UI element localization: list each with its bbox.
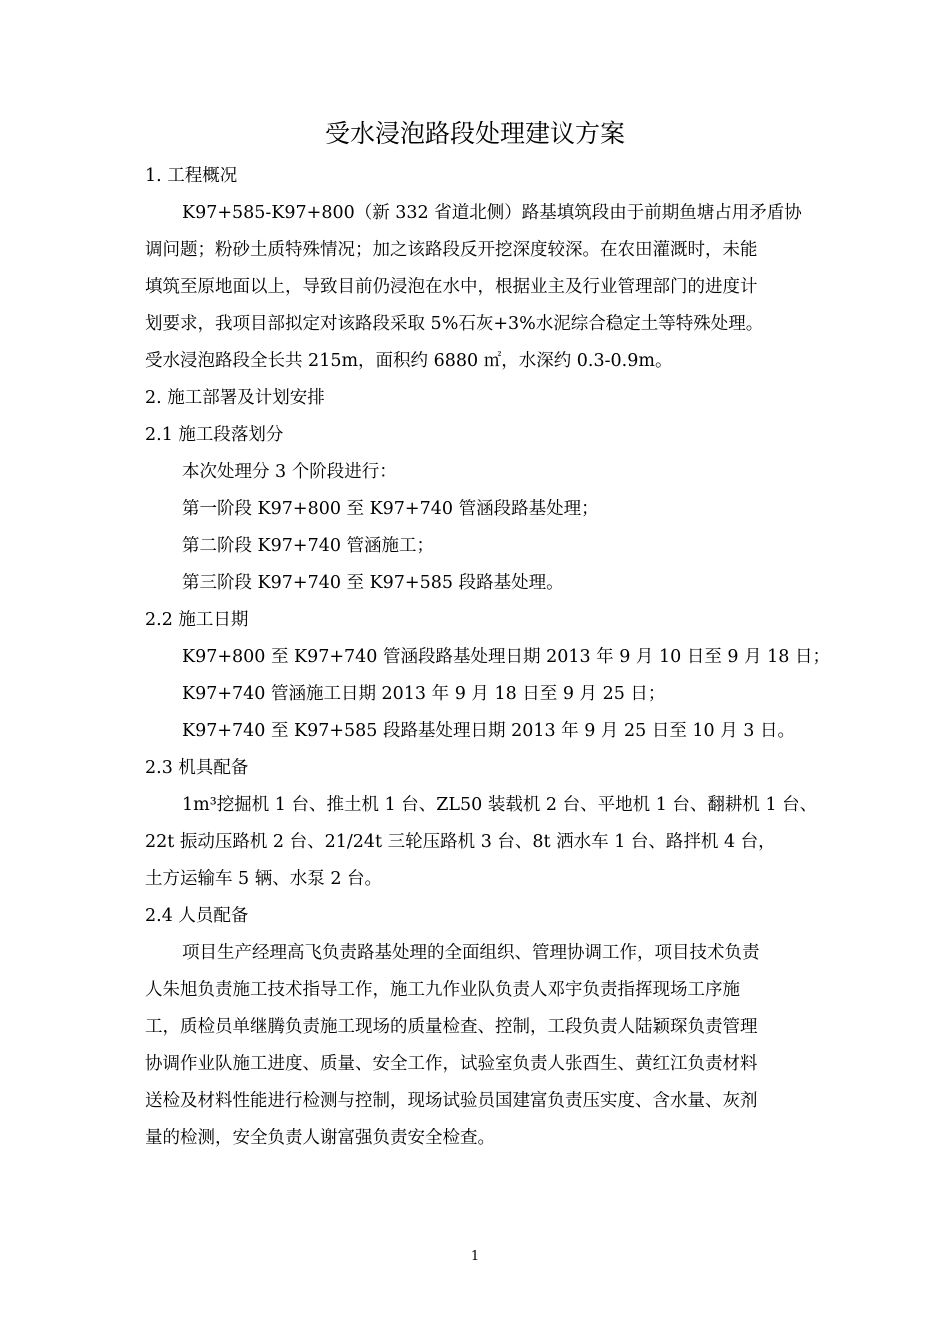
text-line: K97+740 管涵施工日期 2013 年 9 月 18 日至 9 月 25 日； (182, 684, 666, 704)
text-line: 2.1 施工段落划分 (145, 425, 284, 445)
text-line: 2. 施工部署及计划安排 (145, 388, 325, 408)
text-line: 土方运输车 5 辆、水泵 2 台。 (145, 869, 383, 889)
text-line: 项目生产经理高飞负责路基处理的全面组织、管理协调工作，项目技术负责 (182, 943, 760, 963)
text-line: 第三阶段 K97+740 至 K97+585 段路基处理。 (182, 573, 564, 593)
text-line: 第二阶段 K97+740 管涵施工； (182, 536, 435, 556)
text-line: 2.4 人员配备 (145, 906, 249, 926)
text-line: 划要求，我项目部拟定对该路段采取 5%石灰+3%水泥综合稳定土等特殊处理。 (145, 314, 764, 334)
text-line: 2.3 机具配备 (145, 758, 249, 778)
text-line: 送检及材料性能进行检测与控制，现场试验员国建富负责压实度、含水量、灰剂 (145, 1091, 758, 1111)
page-number: 1 (470, 1249, 480, 1264)
text-line: 人朱旭负责施工技术指导工作，施工九作业队负责人邓宇负责指挥现场工序施 (145, 980, 740, 1000)
text-line: 调问题；粉砂土质特殊情况；加之该路段反开挖深度较深。在农田灌溉时，未能 (145, 240, 758, 260)
text-line: 量的检测，安全负责人谢富强负责安全检查。 (145, 1128, 495, 1148)
text-line: 工，质检员单继腾负责施工现场的质量检查、控制，工段负责人陆颖琛负责管理 (145, 1017, 758, 1037)
text-line: 第一阶段 K97+800 至 K97+740 管涵段路基处理； (182, 499, 599, 519)
text-line: 协调作业队施工进度、质量、安全工作，试验室负责人张酉生、黄红江负责材料 (145, 1054, 758, 1074)
text-line: 2.2 施工日期 (145, 610, 249, 630)
text-line: 受水浸泡路段全长共 215m，面积约 6880 ㎡，水深约 0.3-0.9m。 (145, 351, 673, 371)
text-line: K97+740 至 K97+585 段路基处理日期 2013 年 9 月 25 日至 10 月 3 日。 (182, 721, 795, 741)
text-line: K97+800 至 K97+740 管涵段路基处理日期 2013 年 9 月 10 日至 9 月 18 日； (182, 647, 830, 667)
document-title: 受水浸泡路段处理建议方案 (324, 119, 625, 148)
text-line: K97+585-K97+800（新 332 省道北侧）路基填筑段由于前期鱼塘占用矛盾协 (182, 203, 802, 223)
text-line: 填筑至原地面以上，导致目前仍浸泡在水中，根据业主及行业管理部门的进度计 (145, 277, 758, 297)
text-line: 22t 振动压路机 2 台、21/24t 三轮压路机 3 台、8t 洒水车 1 台、路拌机 4 台， (145, 832, 776, 852)
text-line: 1m³挖掘机 1 台、推土机 1 台、ZL50 装载机 2 台、平地机 1 台、翻耕机 1 台、 (182, 795, 818, 815)
text-line: 1. 工程概况 (145, 166, 238, 186)
text-line: 本次处理分 3 个阶段进行： (182, 462, 397, 482)
